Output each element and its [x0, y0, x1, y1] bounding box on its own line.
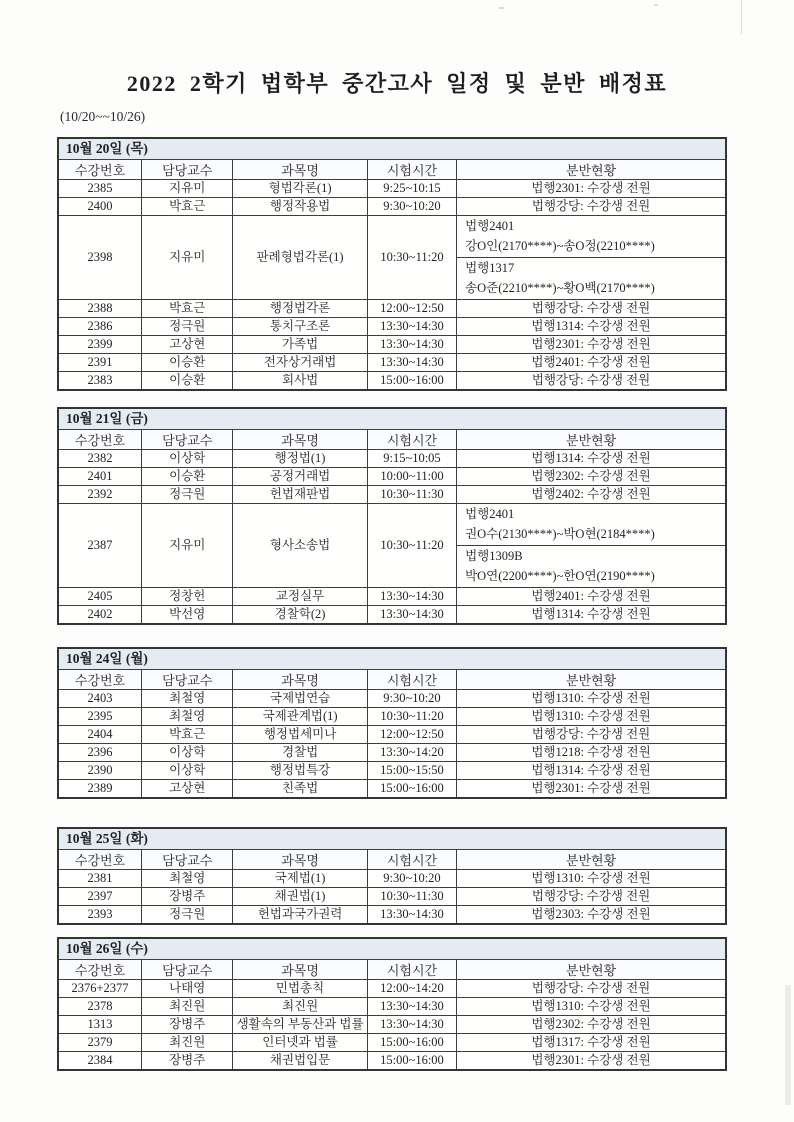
subject-name: 국제법연습	[233, 690, 368, 708]
professor-name: 지유미	[142, 504, 233, 588]
exam-schedule-table	[59, 850, 725, 923]
exam-time: 15:00~16:00	[367, 1052, 456, 1070]
course-number: 2401	[59, 468, 142, 486]
subject-name: 헌법과국가권력	[233, 906, 368, 924]
section-assignment: 법행1317: 수강생 전원	[457, 1034, 725, 1052]
subject-name: 전자상거래법	[233, 354, 368, 372]
exam-schedule-table	[59, 430, 725, 623]
day-table-4	[57, 827, 727, 925]
subject-name: 형법각론(1)	[233, 180, 368, 198]
table-date-header: 10월 25일 (화)	[59, 829, 725, 850]
section-assignment: 법행2303: 수강생 전원	[457, 906, 725, 924]
section-assignment: 법행강당: 수강생 전원	[457, 980, 725, 998]
professor-name: 최진원	[142, 1034, 233, 1052]
section-assignment: 법행2402: 수강생 전원	[457, 486, 725, 504]
table-row	[59, 726, 725, 744]
scan-artifact-smudge	[785, 985, 791, 1105]
professor-name: 이상학	[142, 762, 233, 780]
column-header: 시험시간	[367, 160, 456, 180]
section-assignment: 법행강당: 수강생 전원	[457, 372, 725, 390]
exam-period-label: (10/20~~10/26)	[60, 109, 146, 124]
column-header: 담당교수	[142, 960, 233, 980]
professor-name: 정창헌	[142, 588, 233, 606]
course-number: 2383	[59, 372, 142, 390]
section-assignment: 법행2302: 수강생 전원	[457, 1016, 725, 1034]
table-row	[59, 708, 725, 726]
exam-time: 10:30~11:30	[367, 486, 456, 504]
section-assignment: 법행강당: 수강생 전원	[457, 300, 725, 318]
course-number: 2382	[59, 450, 142, 468]
course-number: 1313	[59, 1016, 142, 1034]
exam-time: 9:30~10:20	[367, 198, 456, 216]
section-assignment: 법행1310: 수강생 전원	[457, 870, 725, 888]
course-number: 2397	[59, 888, 142, 906]
professor-name: 박효근	[142, 198, 233, 216]
student-id-range: 송O준(2210****)~황O백(2170****)	[465, 281, 655, 295]
assignment-block	[457, 546, 725, 587]
exam-time: 10:30~11:20	[367, 504, 456, 588]
column-header: 분반현황	[457, 670, 725, 690]
table-row	[59, 998, 725, 1016]
table-row	[59, 318, 725, 336]
course-number: 2396	[59, 744, 142, 762]
subject-name: 행정법(1)	[233, 450, 368, 468]
column-header: 과목명	[233, 960, 368, 980]
column-header-row	[59, 850, 725, 870]
day-table-3	[57, 647, 727, 799]
table-row	[59, 780, 725, 798]
table-row	[59, 690, 725, 708]
professor-name: 이승환	[142, 468, 233, 486]
section-assignment: 법행1314: 수강생 전원	[457, 450, 725, 468]
exam-time: 12:00~12:50	[367, 300, 456, 318]
course-number: 2403	[59, 690, 142, 708]
scan-artifact-line	[741, 0, 742, 34]
course-number: 2390	[59, 762, 142, 780]
course-number: 2400	[59, 198, 142, 216]
table-row	[59, 450, 725, 468]
exam-schedule-table	[59, 670, 725, 797]
column-header: 과목명	[233, 430, 368, 450]
exam-time: 9:30~10:20	[367, 870, 456, 888]
table-row	[59, 1052, 725, 1070]
exam-time: 13:30~14:30	[367, 906, 456, 924]
column-header: 분반현황	[457, 850, 725, 870]
exam-time: 13:30~14:30	[367, 606, 456, 624]
table-row	[59, 486, 725, 504]
section-assignment: 법행강당: 수강생 전원	[457, 726, 725, 744]
table-row	[59, 980, 725, 998]
section-assignment: 법행강당: 수강생 전원	[457, 888, 725, 906]
section-assignment: 법행1314: 수강생 전원	[457, 762, 725, 780]
column-header: 수강번호	[59, 160, 142, 180]
professor-name: 정극원	[142, 318, 233, 336]
course-number: 2389	[59, 780, 142, 798]
column-header: 시험시간	[367, 960, 456, 980]
table-row	[59, 372, 725, 390]
exam-time: 12:00~14:20	[367, 980, 456, 998]
assignment-block	[457, 216, 725, 258]
exam-time: 13:30~14:30	[367, 588, 456, 606]
course-number: 2384	[59, 1052, 142, 1070]
course-number: 2405	[59, 588, 142, 606]
course-number: 2379	[59, 1034, 142, 1052]
subject-name: 채권법(1)	[233, 888, 368, 906]
professor-name: 지유미	[142, 180, 233, 198]
course-number: 2392	[59, 486, 142, 504]
column-header: 수강번호	[59, 960, 142, 980]
column-header-row	[59, 960, 725, 980]
section-assignment: 법행2301: 수강생 전원	[457, 180, 725, 198]
professor-name: 이상학	[142, 450, 233, 468]
exam-time: 13:30~14:30	[367, 1016, 456, 1034]
column-header: 담당교수	[142, 670, 233, 690]
table-row	[59, 744, 725, 762]
table-row	[59, 1016, 725, 1034]
exam-time: 13:30~14:30	[367, 318, 456, 336]
assignment-block	[457, 258, 725, 299]
section-assignment: 법행1310: 수강생 전원	[457, 690, 725, 708]
subject-name: 행정작용법	[233, 198, 368, 216]
exam-time: 15:00~15:50	[367, 762, 456, 780]
section-assignment: 법행1314: 수강생 전원	[457, 318, 725, 336]
subject-name: 경찰학(2)	[233, 606, 368, 624]
subject-name: 교정실무	[233, 588, 368, 606]
section-assignment: 법행2401: 수강생 전원	[457, 354, 725, 372]
course-number: 2402	[59, 606, 142, 624]
subject-name: 공정거래법	[233, 468, 368, 486]
page-title: 2022 2학기 법학부 중간고사 일정 및 분반 배정표	[126, 70, 668, 96]
student-id-range: 강O인(2170****)~송O정(2210****)	[465, 239, 655, 253]
professor-name: 이상학	[142, 744, 233, 762]
subject-name: 행정법특강	[233, 762, 368, 780]
table-row	[59, 216, 725, 300]
section-assignment: 법행2401: 수강생 전원	[457, 588, 725, 606]
section-assignment: 법행2301: 수강생 전원	[457, 1052, 725, 1070]
course-number: 2399	[59, 336, 142, 354]
professor-name: 최철영	[142, 870, 233, 888]
subject-name: 통치구조론	[233, 318, 368, 336]
table-row	[59, 300, 725, 318]
exam-time: 13:30~14:30	[367, 336, 456, 354]
exam-time: 12:00~12:50	[367, 726, 456, 744]
professor-name: 나태영	[142, 980, 233, 998]
subject-name: 채권법입문	[233, 1052, 368, 1070]
subject-name: 국제법(1)	[233, 870, 368, 888]
day-table-2	[57, 407, 727, 625]
professor-name: 지유미	[142, 216, 233, 300]
exam-time: 10:30~11:20	[367, 708, 456, 726]
column-header: 담당교수	[142, 850, 233, 870]
subject-name: 국제관계법(1)	[233, 708, 368, 726]
course-number: 2387	[59, 504, 142, 588]
room-label: 법행1309B	[465, 549, 523, 563]
table-row	[59, 468, 725, 486]
subject-name: 친족법	[233, 780, 368, 798]
room-label: 법행2401	[465, 219, 515, 233]
column-header: 시험시간	[367, 430, 456, 450]
course-number: 2388	[59, 300, 142, 318]
column-header: 분반현황	[457, 430, 725, 450]
exam-time: 13:30~14:20	[367, 744, 456, 762]
section-assignment	[457, 216, 725, 300]
subject-name: 행정법각론	[233, 300, 368, 318]
professor-name: 이승환	[142, 372, 233, 390]
exam-schedule-table	[59, 960, 725, 1069]
student-id-range: 박O연(2200****)~한O연(2190****)	[465, 569, 655, 583]
section-assignment	[457, 504, 725, 588]
table-row	[59, 888, 725, 906]
section-assignment: 법행강당: 수강생 전원	[457, 198, 725, 216]
professor-name: 이승환	[142, 354, 233, 372]
course-number: 2381	[59, 870, 142, 888]
exam-time: 9:30~10:20	[367, 690, 456, 708]
column-header: 수강번호	[59, 670, 142, 690]
table-row	[59, 906, 725, 924]
table-row	[59, 198, 725, 216]
subject-name: 최진원	[233, 998, 368, 1016]
column-header: 수강번호	[59, 850, 142, 870]
day-table-5	[57, 937, 727, 1071]
exam-time: 10:30~11:30	[367, 888, 456, 906]
column-header: 분반현황	[457, 160, 725, 180]
column-header-row	[59, 430, 725, 450]
course-number: 2398	[59, 216, 142, 300]
professor-name: 최철영	[142, 708, 233, 726]
section-assignment: 법행1310: 수강생 전원	[457, 708, 725, 726]
table-date-header: 10월 21일 (금)	[59, 409, 725, 430]
scan-artifact-speck	[654, 4, 658, 6]
column-header: 시험시간	[367, 670, 456, 690]
exam-time: 15:00~16:00	[367, 780, 456, 798]
exam-schedule-table	[59, 160, 725, 389]
section-assignment: 법행1218: 수강생 전원	[457, 744, 725, 762]
section-assignment: 법행2301: 수강생 전원	[457, 780, 725, 798]
table-row	[59, 180, 725, 198]
course-number: 2385	[59, 180, 142, 198]
student-id-range: 권O수(2130****)~박O현(2184****)	[465, 527, 655, 541]
room-label: 법행1317	[465, 261, 515, 275]
table-row	[59, 870, 725, 888]
day-table-1	[57, 137, 727, 391]
subject-name: 가족법	[233, 336, 368, 354]
table-row	[59, 588, 725, 606]
exam-time: 10:30~11:20	[367, 216, 456, 300]
column-header: 과목명	[233, 160, 368, 180]
section-assignment: 법행2301: 수강생 전원	[457, 336, 725, 354]
professor-name: 최철영	[142, 690, 233, 708]
column-header: 분반현황	[457, 960, 725, 980]
subject-name: 민법총칙	[233, 980, 368, 998]
professor-name: 최진원	[142, 998, 233, 1016]
exam-time: 15:00~16:00	[367, 1034, 456, 1052]
professor-name: 장병주	[142, 888, 233, 906]
section-assignment: 법행2302: 수강생 전원	[457, 468, 725, 486]
course-number: 2391	[59, 354, 142, 372]
section-assignment: 법행1310: 수강생 전원	[457, 998, 725, 1016]
subject-name: 인터넷과 법률	[233, 1034, 368, 1052]
exam-time: 9:25~10:15	[367, 180, 456, 198]
scan-artifact-speck	[499, 7, 504, 9]
professor-name: 박효근	[142, 300, 233, 318]
subject-name: 헌법재판법	[233, 486, 368, 504]
course-number: 2404	[59, 726, 142, 744]
column-header: 시험시간	[367, 850, 456, 870]
column-header: 과목명	[233, 850, 368, 870]
exam-time: 10:00~11:00	[367, 468, 456, 486]
professor-name: 장병주	[142, 1052, 233, 1070]
table-date-header: 10월 24일 (월)	[59, 649, 725, 670]
course-number: 2386	[59, 318, 142, 336]
professor-name: 고상현	[142, 336, 233, 354]
professor-name: 박선영	[142, 606, 233, 624]
subject-name: 경찰법	[233, 744, 368, 762]
course-number: 2378	[59, 998, 142, 1016]
subject-name: 회사법	[233, 372, 368, 390]
table-date-header: 10월 26일 (수)	[59, 939, 725, 960]
subject-name: 형사소송법	[233, 504, 368, 588]
professor-name: 장병주	[142, 1016, 233, 1034]
exam-time: 13:30~14:30	[367, 354, 456, 372]
table-row	[59, 762, 725, 780]
professor-name: 박효근	[142, 726, 233, 744]
column-header: 과목명	[233, 670, 368, 690]
column-header-row	[59, 670, 725, 690]
professor-name: 정극원	[142, 486, 233, 504]
table-row	[59, 354, 725, 372]
subject-name: 판례형법각론(1)	[233, 216, 368, 300]
course-number: 2376+2377	[59, 980, 142, 998]
course-number: 2393	[59, 906, 142, 924]
section-assignment: 법행1314: 수강생 전원	[457, 606, 725, 624]
table-row	[59, 1034, 725, 1052]
subject-name: 행정법세미나	[233, 726, 368, 744]
room-label: 법행2401	[465, 507, 515, 521]
exam-time: 9:15~10:05	[367, 450, 456, 468]
column-header: 수강번호	[59, 430, 142, 450]
professor-name: 고상현	[142, 780, 233, 798]
assignment-block	[457, 504, 725, 546]
exam-time: 15:00~16:00	[367, 372, 456, 390]
professor-name: 정극원	[142, 906, 233, 924]
course-number: 2395	[59, 708, 142, 726]
column-header: 담당교수	[142, 430, 233, 450]
subject-name: 생활속의 부동산과 법률	[233, 1016, 368, 1034]
column-header: 담당교수	[142, 160, 233, 180]
table-date-header: 10월 20일 (목)	[59, 139, 725, 160]
column-header-row	[59, 160, 725, 180]
table-row	[59, 336, 725, 354]
exam-time: 13:30~14:30	[367, 998, 456, 1016]
table-row	[59, 504, 725, 588]
table-row	[59, 606, 725, 624]
